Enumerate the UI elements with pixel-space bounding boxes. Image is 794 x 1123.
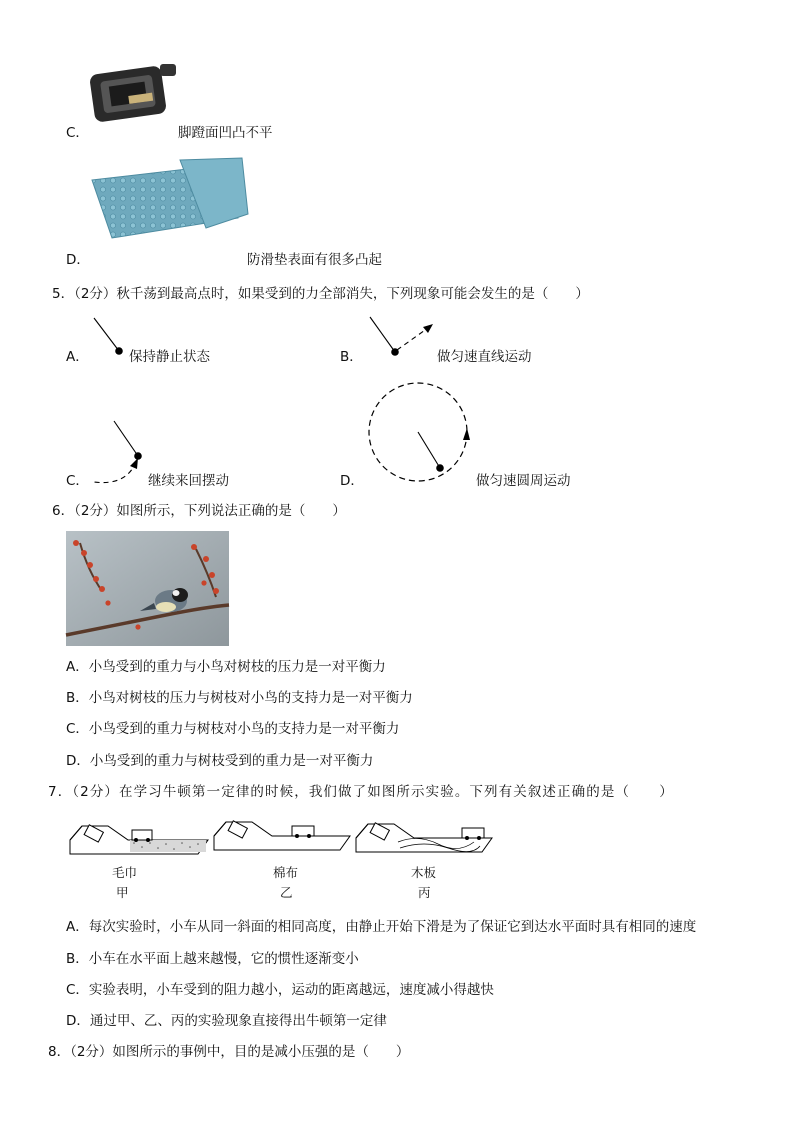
ramp-experiment-towel	[68, 822, 208, 862]
bird-on-branch-photo	[66, 531, 229, 646]
q5-option-c-text: 继续来回摆动	[148, 473, 229, 489]
figure-jia-material: 毛巾	[112, 865, 138, 880]
q5-option-d-letter: D．	[340, 473, 364, 489]
ramp-experiment-wood	[354, 820, 494, 862]
q5-diagram-d-circle	[366, 380, 472, 486]
q5-option-a-letter: A．	[66, 349, 89, 365]
q4-option-c-letter: C．	[66, 125, 89, 141]
q5-diagram-a-pendulum	[90, 316, 130, 358]
q5-option-b-letter: B．	[340, 349, 363, 365]
bike-pedal-image	[88, 60, 180, 124]
q7-option-d: D．通过甲、乙、丙的实验现象直接得出牛顿第一定律	[66, 1013, 387, 1029]
q7-option-a: A．每次实验时，小车从同一斜面的相同高度，由静止开始下滑是为了保证它到达水平面时具有相同的速度	[66, 919, 697, 935]
q7-option-c: C．实验表明，小车受到的阻力越小，运动的距离越远，速度减小得越快	[66, 982, 494, 998]
q4-option-c-text: 脚蹬面凹凸不平	[178, 125, 273, 141]
figure-jia-label: 甲	[116, 885, 129, 900]
question-7-stem: 7．（2分）在学习牛顿第一定律的时候，我们做了如图所示实验。下列有关叙述正确的是（ ）	[48, 784, 674, 800]
q6-option-b: B．小鸟对树枝的压力与树枝对小鸟的支持力是一对平衡力	[66, 690, 413, 706]
figure-yi-material: 棉布	[273, 865, 299, 880]
q5-diagram-b-straight-line	[366, 314, 438, 360]
anti-slip-mat-image	[88, 158, 248, 244]
q6-option-a: A．小鸟受到的重力与小鸟对树枝的压力是一对平衡力	[66, 659, 386, 675]
q6-option-d: D．小鸟受到的重力与树枝受到的重力是一对平衡力	[66, 753, 374, 769]
figure-yi-label: 乙	[280, 885, 293, 900]
q5-option-b-text: 做匀速直线运动	[437, 349, 532, 365]
q5-diagram-c-swing-back	[88, 418, 150, 490]
question-5-stem: 5．（2分）秋千荡到最高点时，如果受到的力全部消失，下列现象可能会发生的是（ ）	[52, 286, 589, 302]
q5-option-a-text: 保持静止状态	[129, 349, 210, 365]
figure-bing-label: 丙	[418, 885, 431, 900]
q4-option-d-text: 防滑垫表面有很多凸起	[247, 252, 382, 268]
q6-option-c: C．小鸟受到的重力与树枝对小鸟的支持力是一对平衡力	[66, 721, 400, 737]
q5-option-c-letter: C．	[66, 473, 89, 489]
question-6-stem: 6．（2分）如图所示，下列说法正确的是（ ）	[52, 503, 346, 519]
ramp-experiment-cotton	[212, 818, 352, 858]
q5-option-d-text: 做匀速圆周运动	[476, 473, 571, 489]
figure-bing-material: 木板	[411, 865, 437, 880]
q7-option-b: B．小车在水平面上越来越慢，它的惯性逐渐变小	[66, 951, 359, 967]
q4-option-d-letter: D．	[66, 252, 90, 268]
question-8-stem: 8．（2分）如图所示的事例中，目的是减小压强的是（ ）	[48, 1044, 410, 1060]
